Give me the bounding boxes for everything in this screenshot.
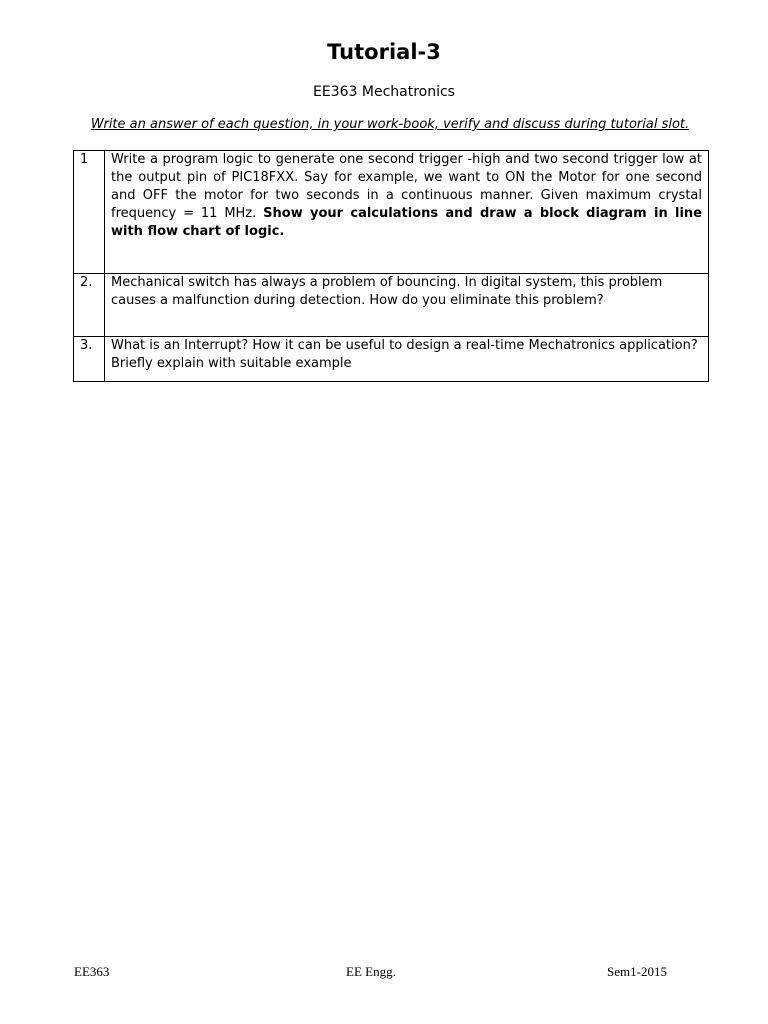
question-row xyxy=(74,337,709,382)
footer-department: EE Engg. xyxy=(346,964,396,979)
questions-table xyxy=(73,150,709,382)
instruction-text: Write an answer of each question, in your work-book, verify and discuss during tutorial slot. xyxy=(90,117,690,132)
question-text-plain: Write a program logic to generate one second trigger -high and two second trigger low at the output pin of PIC18FXX. Say for example, we want to ON the Motor for one second and OFF the motor for two seconds in a continuous manner. Given maximum crystal frequency = 11 MHz. xyxy=(111,152,702,221)
page-title: Tutorial-3 xyxy=(327,40,441,64)
footer-course-code: EE363 xyxy=(74,964,110,979)
course-subtitle: EE363 Mechatronics xyxy=(313,84,455,100)
question-text: What is an Interrupt? How it can be useful to design a real-time Mechatronics application? Briefly explain with suitable example xyxy=(105,337,709,382)
question-number: 1 xyxy=(74,151,105,274)
question-number: 3. xyxy=(74,337,105,382)
question-text: Mechanical switch has always a problem of bouncing. In digital system, this problem causes a malfunction during detection. How do you eliminate this problem? xyxy=(105,274,709,337)
question-text xyxy=(105,151,709,274)
footer-semester: Sem1-2015 xyxy=(607,964,667,979)
question-text-bold: Show your calculations and draw a block diagram in line with flow chart of logic. xyxy=(111,206,702,239)
question-number: 2. xyxy=(74,274,105,337)
question-row xyxy=(74,274,709,337)
question-row xyxy=(74,151,709,274)
